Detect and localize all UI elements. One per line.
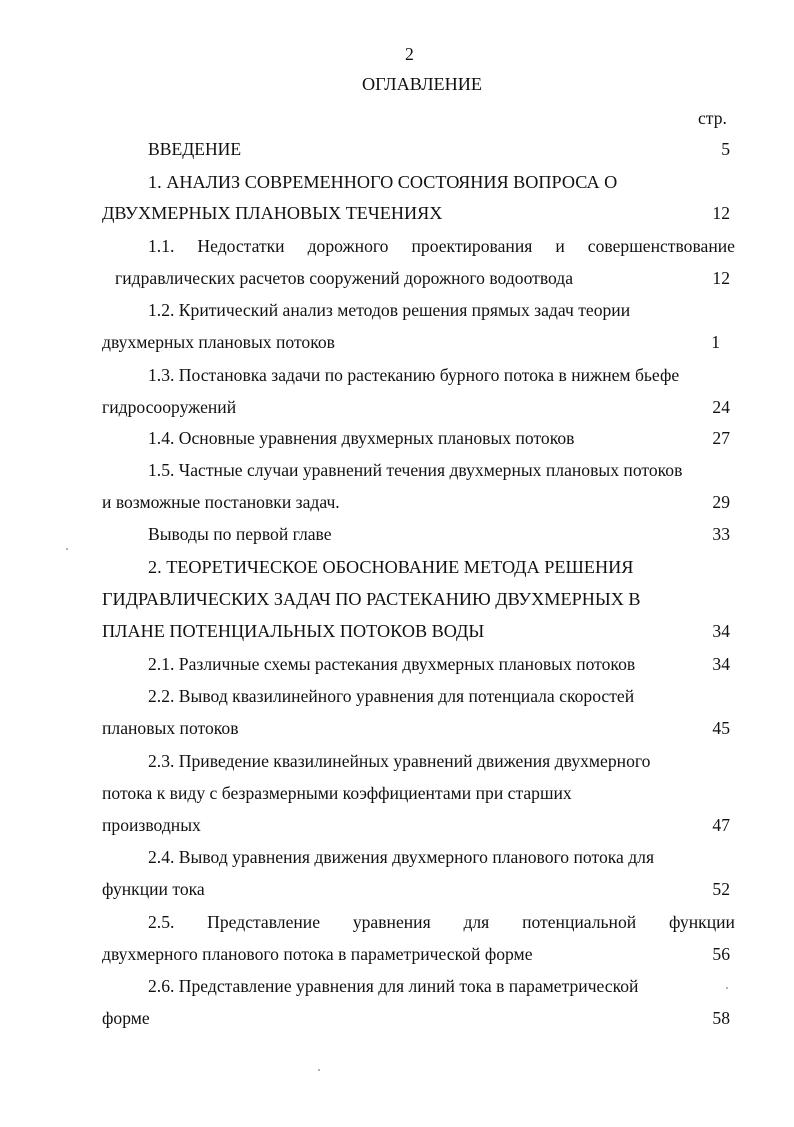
toc-entry-page: 47 xyxy=(712,815,730,835)
toc-entry-page: 12 xyxy=(712,203,730,223)
toc-entry-page: 34 xyxy=(712,654,730,674)
word: совершенствование xyxy=(587,236,735,256)
toc-entry-page: 24 xyxy=(712,397,730,417)
toc-entry-line: 2.6. Представление уравнения для линий тока в параметрической xyxy=(148,976,639,996)
toc-entry-page: 52 xyxy=(712,879,730,899)
toc-entry-line: 1.4. Основные уравнения двухмерных плановых потоков xyxy=(148,428,575,448)
toc-entry-page: 12 xyxy=(712,268,730,288)
toc-entry-line: функции тока xyxy=(102,879,205,899)
toc-entry-line: 1.5. Частные случаи уравнений течения двухмерных плановых потоков xyxy=(148,460,683,480)
toc-entry-line: двухмерного планового потока в параметрической форме xyxy=(102,944,533,964)
word: дорожного xyxy=(307,236,389,256)
scan-speck xyxy=(66,548,68,550)
toc-entry-page: 33 xyxy=(712,524,730,544)
page-number: 2 xyxy=(405,44,414,64)
toc-entry-line: ДВУХМЕРНЫХ ПЛАНОВЫХ ТЕЧЕНИЯХ xyxy=(102,203,443,223)
toc-entry-line xyxy=(148,235,735,257)
toc-entry-line: 1.3. Постановка задачи по растеканию бурного потока в нижнем бьефе xyxy=(148,365,680,385)
word: проектирования xyxy=(411,236,533,256)
toc-entry-page: 58 xyxy=(712,1008,730,1028)
toc-entry-line: форме xyxy=(102,1008,150,1028)
page-title: ОГЛАВЛЕНИЕ xyxy=(362,74,483,94)
toc-entry-page: 56 xyxy=(712,944,730,964)
toc-entry-line: 2. ТЕОРЕТИЧЕСКОЕ ОБОСНОВАНИЕ МЕТОДА РЕШЕНИЯ xyxy=(148,557,634,577)
toc-entry-line: 2.1. Различные схемы растекания двухмерных плановых потоков xyxy=(148,654,636,674)
page-column-header: стр. xyxy=(698,108,727,128)
toc-entry-page: 45 xyxy=(712,718,730,738)
toc-entry-line: производных xyxy=(102,815,201,835)
toc-entry-line: и возможные постановки задач. xyxy=(102,492,340,512)
toc-entry-line: двухмерных плановых потоков xyxy=(102,332,335,352)
toc-entry-line: ВВЕДЕНИЕ xyxy=(148,139,242,159)
toc-entry-page: 34 xyxy=(712,621,730,641)
toc-entry-line: гидравлических расчетов сооружений дорожного водоотвода xyxy=(115,268,574,288)
toc-entry-line: 1. АНАЛИЗ СОВРЕМЕННОГО СОСТОЯНИЯ ВОПРОСА О xyxy=(148,172,618,192)
word: функции xyxy=(668,912,735,932)
scan-speck xyxy=(726,987,728,989)
word: Недостатки xyxy=(197,236,285,256)
toc-entry-page: 27 xyxy=(712,428,730,448)
toc-entry-line: Выводы по первой главе xyxy=(148,524,332,544)
word: 1.1. xyxy=(148,236,175,256)
word: потенциальной xyxy=(522,912,637,932)
toc-entry-line xyxy=(148,911,735,933)
word: 2.5. xyxy=(148,912,175,932)
word: для xyxy=(463,912,490,932)
toc-entry-line: 2.2. Вывод квазилинейного уравнения для потенциала скоростей xyxy=(148,686,635,706)
toc-entry-line: 1.2. Критический анализ методов решения прямых задач теории xyxy=(148,300,631,320)
toc-entry-line: 2.4. Вывод уравнения движения двухмерного планового потока для xyxy=(148,847,655,867)
toc-entry-line: гидросооружений xyxy=(102,397,237,417)
scan-speck xyxy=(318,1069,320,1071)
toc-entry-line: плановых потоков xyxy=(102,718,239,738)
word: и xyxy=(555,236,565,256)
toc-entry-page: 1 xyxy=(711,332,720,352)
toc-entry-line: ПЛАНЕ ПОТЕНЦИАЛЬНЫХ ПОТОКОВ ВОДЫ xyxy=(102,621,485,641)
word: Представление xyxy=(207,912,321,932)
toc-entry-line: ГИДРАВЛИЧЕСКИХ ЗАДАЧ ПО РАСТЕКАНИЮ ДВУХМЕРНЫХ В xyxy=(102,589,641,609)
toc-entry-line: 2.3. Приведение квазилинейных уравнений движения двухмерного xyxy=(148,751,651,771)
toc-entry-line: потока к виду с безразмерными коэффициентами при старших xyxy=(102,783,572,803)
word: уравнения xyxy=(352,912,431,932)
toc-entry-page: 29 xyxy=(712,492,730,512)
toc-entry-page: 5 xyxy=(721,139,730,159)
